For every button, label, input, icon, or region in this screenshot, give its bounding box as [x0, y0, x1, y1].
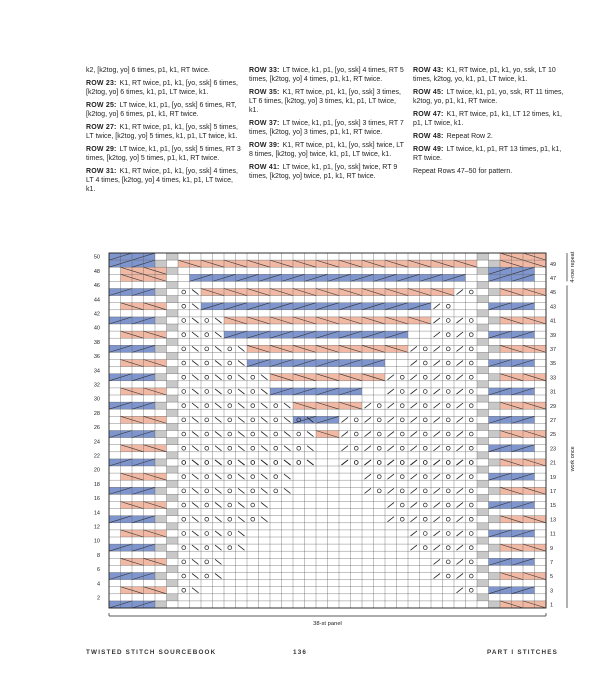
instruction-paragraph	[413, 167, 569, 176]
row-number-right: 43	[550, 304, 557, 311]
row-instruction: K1, RT twice, p1, k1, yo, ssk, LT 10 times, k2tog, yo, k1, p1, LT twice, k1.	[413, 67, 556, 84]
row-number-left: 28	[93, 410, 100, 417]
row-instruction: LT twice, k1, p1, RT 13 times, p1, k1, RT twice.	[413, 145, 562, 162]
purl-cell	[477, 367, 489, 374]
purl-cell	[155, 544, 167, 551]
instruction-paragraph	[413, 110, 569, 128]
row-number-left: 10	[93, 538, 100, 545]
row-number-right: 5	[550, 574, 554, 581]
purl-cell	[167, 565, 179, 572]
row-number-right: 25	[550, 432, 557, 439]
row-number-right: 15	[550, 503, 557, 510]
instruction-paragraph	[249, 119, 405, 137]
purl-cell	[167, 296, 179, 303]
row-number-left: 20	[93, 467, 100, 474]
page-number: 136	[293, 649, 308, 656]
purl-cell	[167, 267, 179, 274]
row-number-right: 49	[550, 261, 557, 268]
row-number-left: 46	[93, 283, 100, 290]
purl-cell	[477, 395, 489, 402]
purl-cell	[155, 487, 167, 494]
row-number-right: 27	[550, 417, 557, 424]
footer-book-title: TWISTED STITCH SOURCEBOOK	[86, 649, 217, 656]
purl-cell	[167, 352, 179, 359]
row-label: ROW 25:	[86, 101, 117, 109]
row-number-left: 40	[93, 325, 100, 332]
row-instruction: K1, RT twice, p1, k1, LT 12 times, k1, p1, LT twice, k1.	[413, 111, 562, 128]
row-number-right: 31	[550, 389, 557, 396]
purl-cell	[477, 580, 489, 587]
purl-cell	[155, 601, 167, 608]
knitting-chart	[80, 248, 580, 668]
row-label: ROW 31:	[86, 167, 117, 175]
row-instruction: Repeat Rows 47–50 for pattern.	[413, 167, 513, 175]
row-number-left: 6	[96, 567, 100, 574]
instruction-paragraph	[86, 145, 242, 163]
purl-cell	[489, 345, 501, 352]
purl-cell	[167, 438, 179, 445]
row-number-left: 4	[96, 581, 100, 588]
purl-cell	[155, 431, 167, 438]
purl-cell	[489, 573, 501, 580]
row-number-right: 19	[550, 474, 557, 481]
row-instruction: K1, RT twice, p1, k1, [yo, ssk] 3 times, LT 6 times, [k2tog, yo] 3 times, k1, p1, LT twice, k1.	[249, 89, 401, 115]
row-label: ROW 33:	[249, 67, 280, 74]
row-instruction: LT twice, k1, p1, [yo, ssk] 6 times, RT, [k2tog, yo] 6 times, p1, k1, RT twice.	[86, 101, 237, 118]
purl-cell	[155, 402, 167, 409]
purl-cell	[167, 466, 179, 473]
purl-cell	[477, 452, 489, 459]
purl-cell	[477, 509, 489, 516]
instruction-paragraph	[249, 141, 405, 159]
purl-cell	[489, 601, 501, 608]
row-number-right: 13	[550, 517, 557, 524]
row-instruction: k2, [k2tog, yo] 6 times, p1, k1, RT twice.	[86, 67, 210, 74]
purl-cell	[489, 487, 501, 494]
purl-cell	[477, 523, 489, 530]
row-label: ROW 43:	[413, 67, 444, 74]
row-number-right: 11	[550, 531, 556, 538]
row-number-left: 24	[93, 439, 100, 446]
row-instruction: LT twice, k1, p1, [yo, ssk] 3 times, RT 7 times, [k2tog, yo] 3 times, p1, k1, RT twice.	[249, 120, 404, 137]
row-instruction: LT twice, k1, p1, [yo, ssk] 5 times, RT 3 times, [k2tog, yo] 5 times, p1, k1, RT twice.	[86, 145, 241, 162]
row-label: ROW 37:	[249, 120, 280, 128]
purl-cell	[477, 310, 489, 317]
purl-cell	[167, 381, 179, 388]
purl-cell	[489, 289, 501, 296]
row-number-right: 17	[550, 488, 557, 495]
row-number-right: 47	[550, 275, 557, 282]
instruction-paragraph	[249, 66, 405, 84]
purl-cell	[167, 480, 179, 487]
purl-cell	[489, 431, 501, 438]
purl-cell	[477, 409, 489, 416]
row-number-right: 39	[550, 332, 557, 339]
instruction-paragraph	[413, 145, 569, 163]
purl-cell	[155, 516, 167, 523]
purl-cell	[477, 466, 489, 473]
row-label: ROW 39:	[249, 142, 280, 150]
row-instruction: K1, RT twice, p1, k1, [yo, ssk] 4 times, LT 4 times, [k2tog, yo] 4 times, k1, p1, LT twice, k1.	[86, 167, 238, 194]
purl-cell	[167, 409, 179, 416]
purl-cell	[489, 317, 501, 324]
purl-cell	[477, 480, 489, 487]
purl-cell	[167, 281, 179, 288]
purl-cell	[167, 594, 179, 601]
instruction-paragraph	[413, 66, 569, 84]
row-number-right: 21	[550, 460, 557, 467]
row-label: ROW 27:	[86, 123, 117, 131]
purl-cell	[155, 345, 167, 352]
row-number-left: 22	[93, 453, 100, 460]
instruction-paragraph	[86, 167, 242, 195]
row-number-right: 41	[550, 318, 557, 325]
purl-cell	[167, 324, 179, 331]
row-number-right: 9	[550, 545, 554, 552]
row-number-right: 35	[550, 361, 557, 368]
purl-cell	[477, 565, 489, 572]
row-instruction: LT twice, k1, p1, [yo, ssk] twice, RT 9 times, [k2tog, yo] twice, p1, k1, RT twice.	[249, 164, 398, 181]
purl-cell	[167, 367, 179, 374]
purl-cell	[167, 310, 179, 317]
purl-cell	[477, 594, 489, 601]
instruction-paragraph	[249, 163, 405, 181]
footer-section: PART I STITCHES	[487, 649, 559, 656]
instruction-paragraph	[413, 88, 569, 106]
row-number-right: 37	[550, 346, 557, 353]
row-label: ROW 41:	[249, 164, 280, 172]
row-instruction: K1, RT twice, p1, k1, [yo, ssk] 6 times, [k2tog, yo] 6 times, k1, p1, LT twice, k1.	[86, 79, 238, 96]
purl-cell	[477, 381, 489, 388]
purl-cell	[489, 260, 501, 267]
purl-cell	[167, 551, 179, 558]
row-number-left: 50	[93, 254, 100, 261]
chart-svg	[80, 248, 580, 668]
row-number-right: 3	[550, 588, 554, 595]
panel-label: 38-st panel	[313, 621, 342, 627]
purl-cell	[155, 260, 167, 267]
purl-cell	[155, 374, 167, 381]
row-label: ROW 45:	[413, 89, 444, 96]
instruction-paragraph	[86, 101, 242, 119]
purl-cell	[167, 452, 179, 459]
text-column-1	[86, 66, 242, 198]
once-label: work once	[570, 446, 576, 472]
purl-cell	[477, 267, 489, 274]
purl-cell	[167, 338, 179, 345]
row-number-left: 36	[93, 354, 100, 361]
purl-cell	[477, 551, 489, 558]
row-number-right: 29	[550, 403, 557, 410]
row-label: ROW 48:	[413, 133, 444, 140]
purl-cell	[477, 438, 489, 445]
purl-cell	[489, 544, 501, 551]
row-instruction: K1, RT twice, p1, k1, [yo, ssk] twice, LT 8 times, [k2tog, yo] twice, k1, p1, LT twice, k1.	[249, 142, 404, 159]
instruction-paragraph	[413, 132, 569, 141]
row-number-left: 44	[93, 297, 100, 304]
instruction-paragraph	[86, 79, 242, 97]
row-label: ROW 47:	[413, 111, 444, 118]
purl-cell	[167, 423, 179, 430]
purl-cell	[489, 516, 501, 523]
row-number-left: 32	[93, 382, 100, 389]
text-column-3	[413, 66, 569, 180]
purl-cell	[489, 402, 501, 409]
row-label: ROW 35:	[249, 89, 280, 96]
purl-cell	[167, 395, 179, 402]
purl-cell	[477, 352, 489, 359]
row-number-left: 30	[93, 396, 100, 403]
purl-cell	[167, 494, 179, 501]
row-instruction: Repeat Row 2.	[446, 133, 493, 140]
purl-cell	[477, 253, 489, 260]
purl-cell	[477, 338, 489, 345]
purl-cell	[167, 580, 179, 587]
purl-cell	[477, 296, 489, 303]
purl-cell	[155, 573, 167, 580]
purl-cell	[167, 509, 179, 516]
row-instruction: LT twice, k1, p1, [yo, ssk] 4 times, RT 5 times, [k2tog, yo] 4 times, p1, k1, RT twice.	[249, 67, 404, 84]
instruction-paragraph	[86, 66, 242, 75]
row-number-left: 2	[96, 595, 100, 602]
row-number-left: 14	[93, 510, 100, 517]
row-number-left: 42	[93, 311, 100, 318]
row-number-left: 8	[96, 552, 100, 559]
row-number-left: 26	[93, 425, 100, 432]
purl-cell	[477, 494, 489, 501]
purl-cell	[167, 537, 179, 544]
purl-cell	[167, 523, 179, 530]
repeat-label: 4-row repeat	[570, 251, 576, 283]
purl-cell	[155, 317, 167, 324]
instruction-paragraph	[249, 88, 405, 116]
row-number-left: 48	[93, 268, 100, 275]
row-number-left: 12	[93, 524, 100, 531]
purl-cell	[155, 459, 167, 466]
row-label: ROW 49:	[413, 145, 444, 153]
row-number-left: 34	[93, 368, 100, 375]
row-number-right: 33	[550, 375, 557, 382]
row-instruction: K1, RT twice, p1, k1, [yo, ssk] 5 times, LT twice, [k2tog, yo] 5 times, k1, p1, LT twice, k1.	[86, 123, 238, 140]
purl-cell	[477, 423, 489, 430]
purl-cell	[155, 289, 167, 296]
text-column-2	[249, 66, 405, 185]
instruction-paragraph	[86, 123, 242, 141]
row-number-right: 23	[550, 446, 557, 453]
row-number-left: 18	[93, 481, 100, 488]
row-label: ROW 29:	[86, 145, 117, 153]
purl-cell	[477, 324, 489, 331]
row-number-right: 7	[550, 559, 554, 566]
row-number-left: 16	[93, 496, 100, 503]
row-number-right: 45	[550, 290, 557, 297]
row-label: ROW 23:	[86, 79, 117, 87]
purl-cell	[167, 253, 179, 260]
row-number-right: 1	[550, 602, 554, 609]
row-instruction: LT twice, k1, p1, yo, ssk, RT 11 times, k2tog, yo, p1, k1, RT twice.	[413, 89, 564, 106]
purl-cell	[489, 374, 501, 381]
purl-cell	[489, 459, 501, 466]
purl-cell	[477, 281, 489, 288]
row-number-left: 38	[93, 339, 100, 346]
purl-cell	[477, 537, 489, 544]
